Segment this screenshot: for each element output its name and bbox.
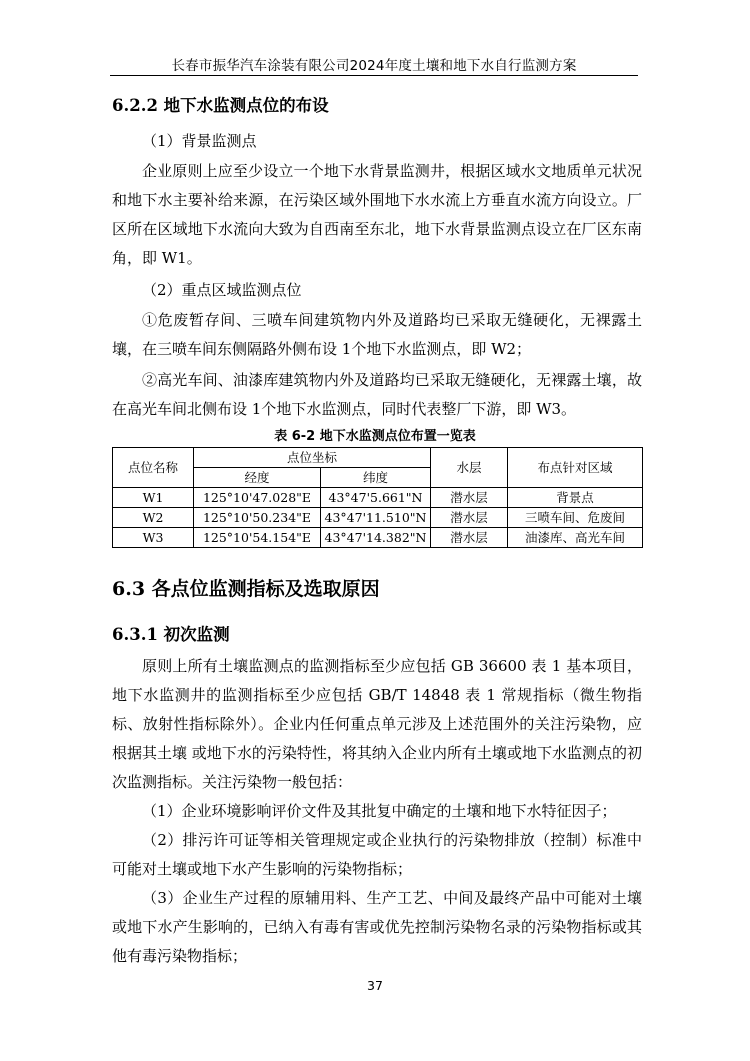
cell-name: W3 (113, 528, 194, 548)
cell-target-area: 油漆库、高光车间 (508, 528, 643, 548)
cell-latitude: 43°47'11.510"N (321, 508, 431, 528)
header-point-name: 点位名称 (113, 448, 194, 488)
cell-aquifer: 潜水层 (431, 528, 508, 548)
running-header: 长春市振华汽车涂装有限公司2024年度土壤和地下水自行监测方案 (171, 58, 577, 74)
cell-name: W1 (113, 488, 194, 508)
header-coordinates: 点位坐标 (194, 448, 431, 468)
list-item-production-process: （3）企业生产过程的原辅用料、生产工艺、中间及最终产品中可能对土壤或地下水产生影响的，已纳入有毒有害或优先控制污染物名录的污染物指标或其他有毒污染物指标； (112, 889, 642, 965)
cell-longitude: 125°10'54.154"E (194, 528, 321, 548)
paragraph-w3: ②高光车间、油漆库建筑物内外及道路均已采取无缝硬化，无裸露土壤，故在高光车间北侧布设 1个地下水监测点，同时代表整厂下游，即 W3。 (112, 371, 642, 418)
page-number: 37 (367, 978, 383, 993)
header-longitude: 经度 (194, 468, 321, 488)
cell-longitude: 125°10'50.234"E (194, 508, 321, 528)
cell-target-area: 三喷车间、危废间 (508, 508, 643, 528)
cell-aquifer: 潜水层 (431, 488, 508, 508)
cell-latitude: 43°47'5.661"N (321, 488, 431, 508)
paragraph-w2: ①危废暂存间、三喷车间建筑物内外及道路均已采取无缝硬化，无裸露土壤，在三喷车间东侧隔路外侧布设 1个地下水监测点，即 W2； (112, 311, 642, 358)
cell-target-area: 背景点 (508, 488, 643, 508)
table-row (113, 488, 643, 508)
table-row (113, 528, 643, 548)
header-target-area: 布点针对区域 (508, 448, 643, 488)
section-heading-6-3-1: 6.3.1 初次监测 (112, 625, 230, 644)
header-aquifer: 水层 (431, 448, 508, 488)
header-latitude: 纬度 (321, 468, 431, 488)
list-item-eia-factors: （1）企业环境影响评价文件及其批复中确定的土壤和地下水特征因子； (142, 802, 617, 820)
cell-aquifer: 潜水层 (431, 508, 508, 528)
cell-latitude: 43°47'14.382"N (321, 528, 431, 548)
monitoring-points-table (112, 447, 643, 548)
paragraph-background-point: 企业原则上应至少设立一个地下水背景监测井，根据区域水文地质单元状况和地下水主要补给来源，在污染区域外围地下水水流上方垂直水流方向设立。厂区所在区域地下水流向大致为自西南至东北，地下水背景监测点设立在厂区东南角，即 W1。 (112, 162, 642, 267)
table-caption: 表 6-2 地下水监测点位布置一览表 (274, 429, 476, 444)
paragraph-initial-monitoring: 原则上所有土壤监测点的监测指标至少应包括 GB 36600 表 1 基本项目，地下水监测井的监测指标至少应包括 GB/T 14848 表 1 常规指标（微生物指标、放射性指标除外）。企业内任何重点单元涉及上述范围外的关注污染物，应根据其土壤 或地下水的污染特性，将其纳入企业内所有土壤或地下水监测点的初次监测指标。关注污染物一般包括： (112, 657, 642, 791)
list-item-background-point: （1）背景监测点 (142, 132, 257, 150)
cell-longitude: 125°10'47.028"E (194, 488, 321, 508)
table-row (113, 508, 643, 528)
section-heading-6-3: 6.3 各点位监测指标及选取原因 (112, 578, 380, 600)
section-heading-6-2-2: 6.2.2 地下水监测点位的布设 (112, 96, 329, 115)
cell-name: W2 (113, 508, 194, 528)
list-item-key-area-points: （2）重点区域监测点位 (142, 281, 302, 299)
header-rule (110, 75, 638, 76)
list-item-discharge-permit: （2）排污许可证等相关管理规定或企业执行的污染物排放（控制）标准中可能对土壤或地下水产生影响的污染物指标； (112, 831, 642, 878)
